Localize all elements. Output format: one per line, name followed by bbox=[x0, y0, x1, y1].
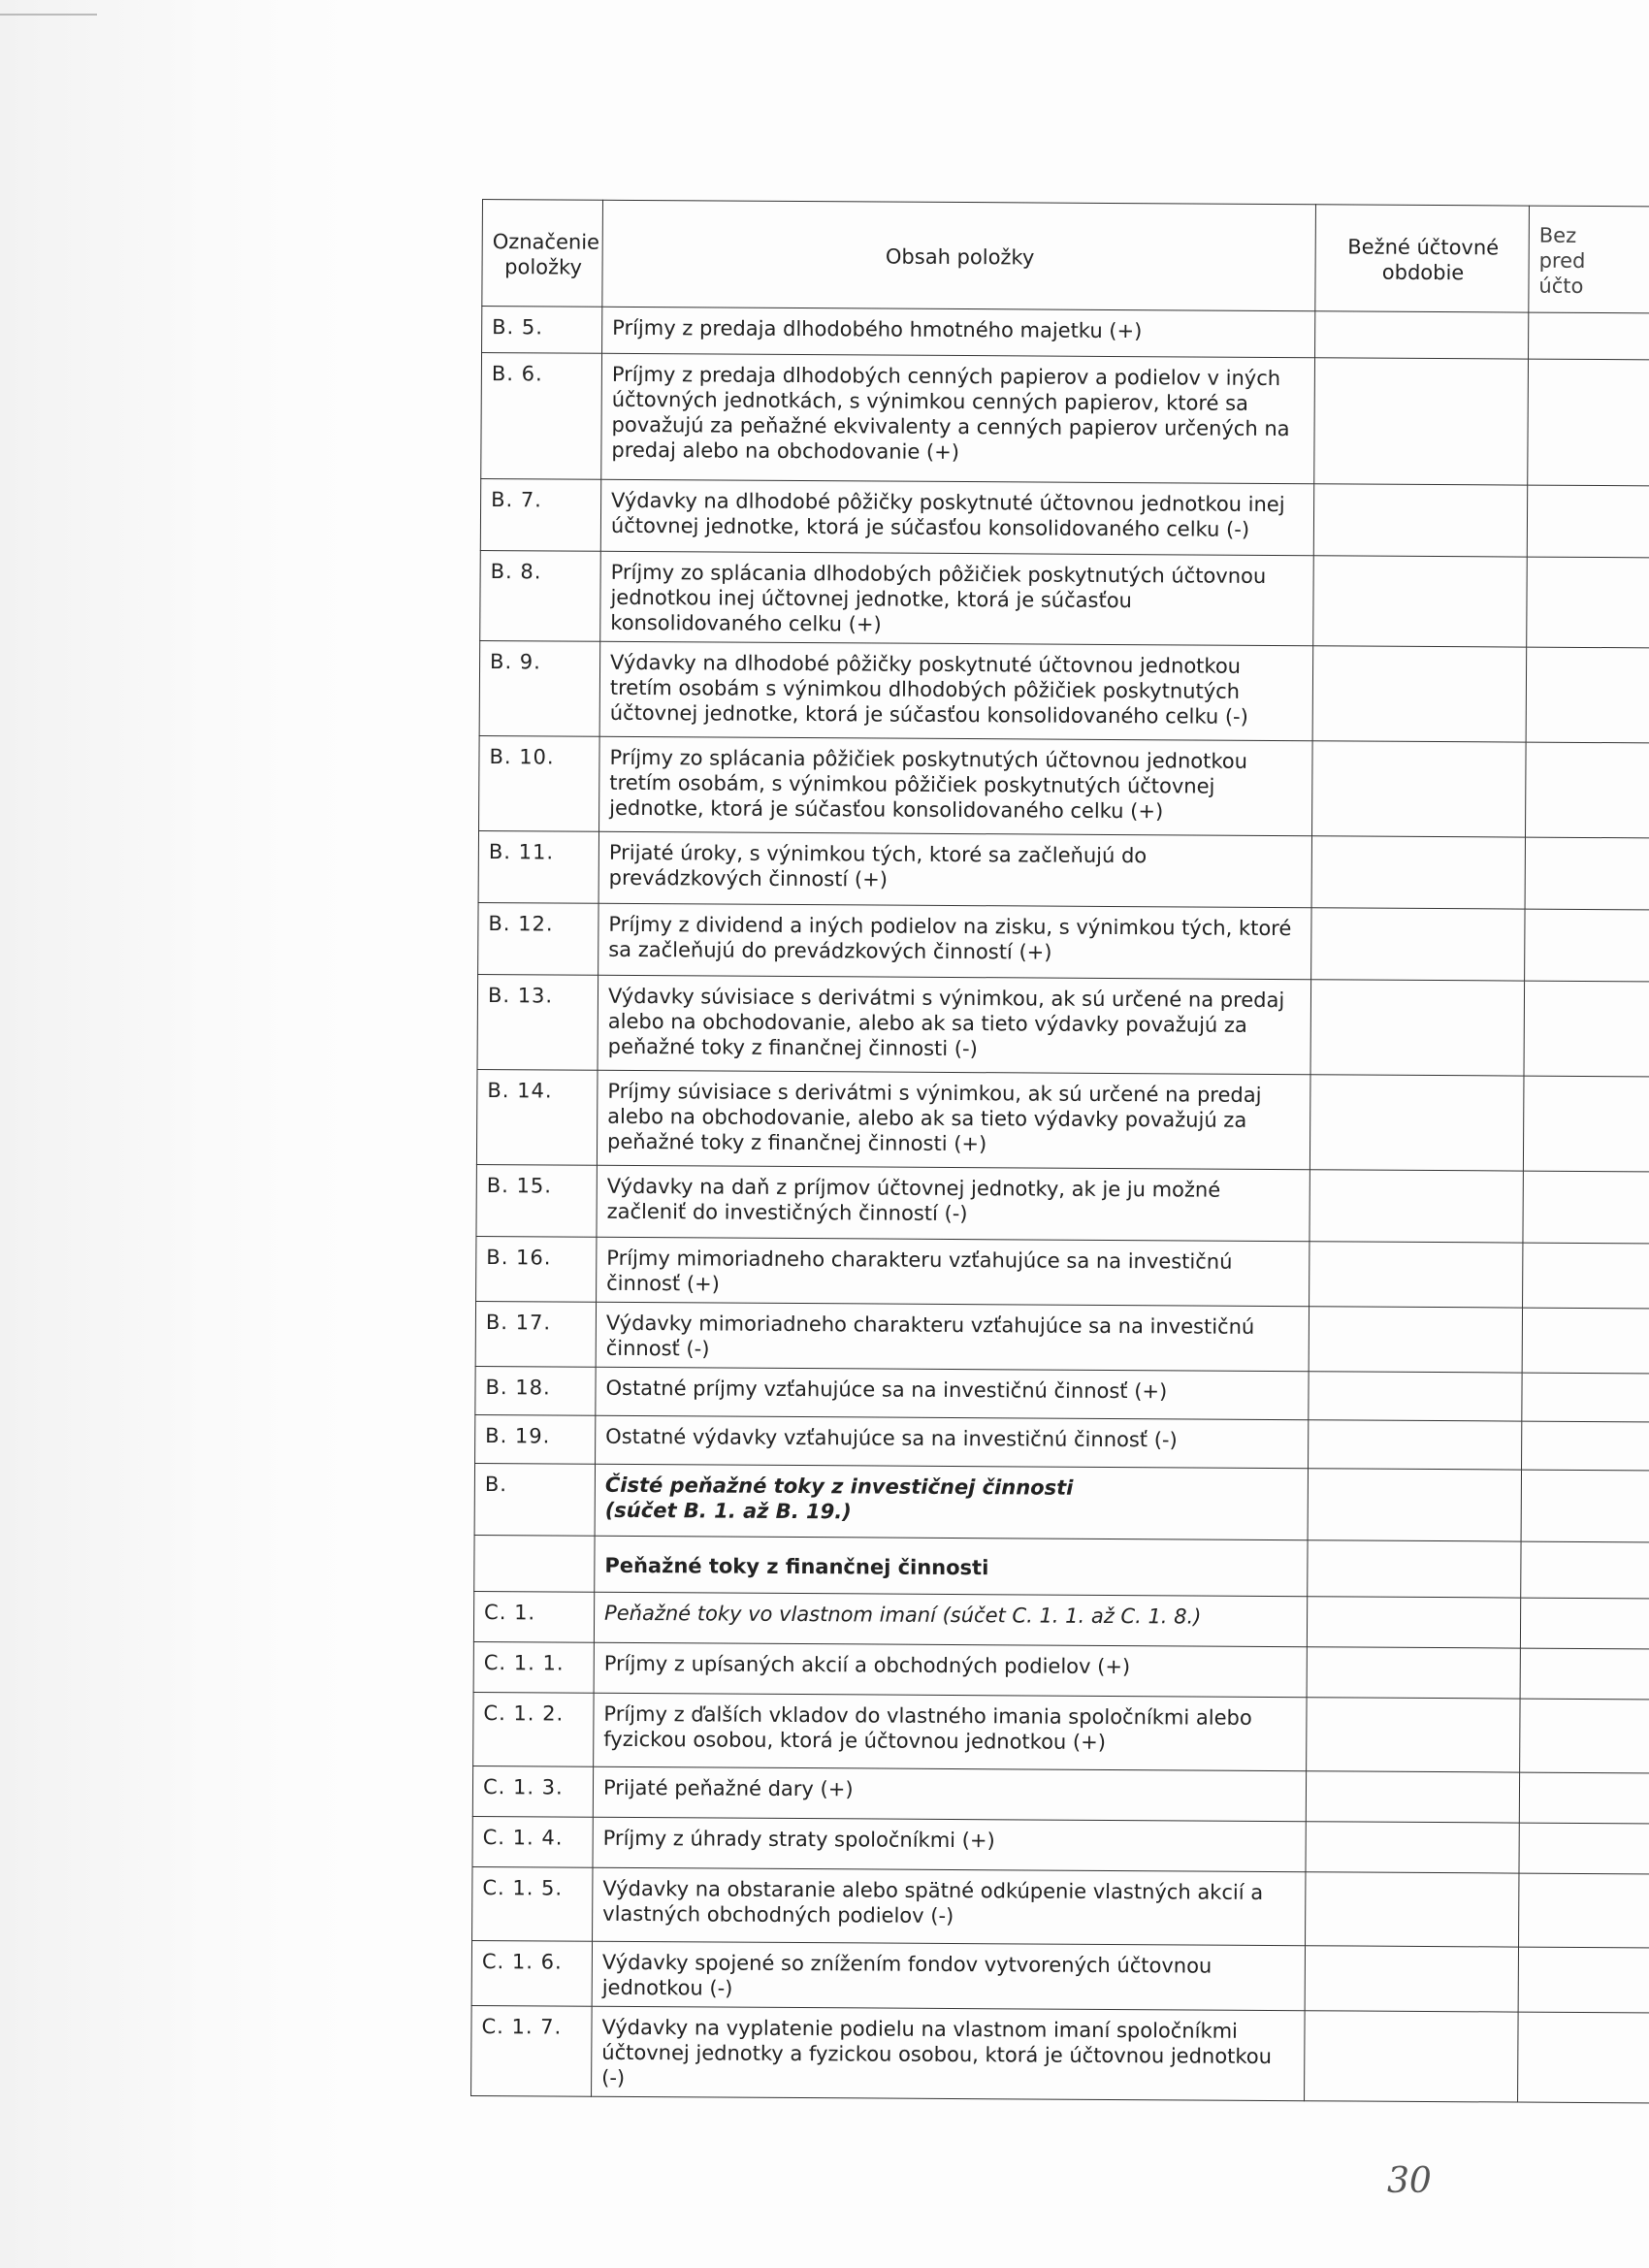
table-row bbox=[473, 1692, 1649, 1772]
current-period-value[interactable] bbox=[1305, 1946, 1518, 2012]
table-row bbox=[478, 902, 1649, 981]
row-code bbox=[474, 1535, 595, 1592]
row-content bbox=[596, 1367, 1309, 1419]
previous-period-value[interactable] bbox=[1528, 359, 1649, 486]
current-period-value[interactable] bbox=[1313, 484, 1527, 557]
row-text: Príjmy z upísaných akcií a obchodných podielov (+) bbox=[603, 1651, 1131, 1679]
row-content bbox=[593, 1817, 1306, 1871]
table-row bbox=[474, 1535, 1649, 1598]
row-content bbox=[597, 1237, 1310, 1306]
table-row bbox=[480, 550, 1649, 647]
row-content bbox=[598, 831, 1311, 907]
row-content bbox=[602, 307, 1315, 357]
table-row bbox=[472, 1866, 1649, 1947]
current-period-value[interactable] bbox=[1312, 646, 1527, 742]
current-period-value[interactable] bbox=[1313, 556, 1528, 647]
row-code: B. 8. bbox=[480, 550, 601, 641]
row-code: B. 16. bbox=[476, 1236, 597, 1302]
current-period-value[interactable] bbox=[1307, 1698, 1520, 1772]
row-content bbox=[600, 551, 1314, 645]
current-period-value[interactable] bbox=[1306, 1822, 1519, 1873]
current-period-value[interactable] bbox=[1314, 358, 1529, 485]
row-code: B. 11. bbox=[478, 830, 598, 903]
previous-period-value[interactable] bbox=[1527, 485, 1649, 558]
row-code: B. 17. bbox=[475, 1301, 596, 1367]
row-content bbox=[593, 1766, 1306, 1821]
row-code: B. 9. bbox=[479, 640, 600, 736]
table-row bbox=[472, 1766, 1649, 1823]
row-text: Ostatné príjmy vzťahujúce sa na investičnú činnosť (+) bbox=[605, 1376, 1168, 1404]
row-text: Výdavky spojené so znížením fondov vytvorených účtovnou jednotkou (-) bbox=[601, 1950, 1212, 2000]
row-content bbox=[595, 1536, 1308, 1596]
row-text: Príjmy súvisiace s derivátmi s výnimkou, ak sú určené na predaj alebo na obchodovanie, alebo ak sa tieto výdavky považujú za peňažné toky z finančnej činnosti (+) bbox=[606, 1079, 1262, 1156]
current-period-value[interactable] bbox=[1309, 1307, 1522, 1373]
row-text: Prijaté peňažné dary (+) bbox=[602, 1775, 854, 1801]
row-content bbox=[593, 1867, 1306, 1945]
table-row bbox=[476, 1236, 1649, 1308]
current-period-value[interactable] bbox=[1310, 980, 1525, 1076]
row-content bbox=[597, 1165, 1310, 1241]
row-text: Ostatné výdavky vzťahujúce sa na investičnú činnosť (-) bbox=[605, 1424, 1178, 1452]
row-code: B. 10. bbox=[479, 735, 600, 831]
previous-period-value[interactable] bbox=[1525, 909, 1649, 982]
row-text: Príjmy z úhrady straty spoločníkmi (+) bbox=[602, 1826, 995, 1853]
previous-period-value[interactable] bbox=[1519, 1873, 1649, 1948]
current-period-value[interactable] bbox=[1310, 1242, 1523, 1308]
row-text: Príjmy z predaja dlhodobého hmotného majetku (+) bbox=[612, 315, 1143, 343]
row-content bbox=[599, 736, 1313, 835]
previous-period-value[interactable] bbox=[1529, 312, 1649, 360]
previous-period-value[interactable] bbox=[1520, 1598, 1649, 1649]
header-previous-period bbox=[1529, 206, 1649, 313]
row-content bbox=[596, 1415, 1309, 1468]
previous-period-value[interactable] bbox=[1520, 1699, 1649, 1773]
row-content bbox=[594, 1693, 1307, 1770]
row-text: Príjmy mimoriadneho charakteru vzťahujúce sa na investičnú činnosť (+) bbox=[606, 1246, 1233, 1296]
row-text: Výdavky na dlhodobé pôžičky poskytnuté účtovnou jednotkou tretím osobám s výnimkou dlhodobých pôžičiek poskytnutých účtovnej jednotke, ktorá je súčasťou konsolidovaného celku (-) bbox=[609, 650, 1248, 729]
current-period-value[interactable] bbox=[1306, 1872, 1519, 1947]
row-code: B. 19. bbox=[475, 1414, 596, 1464]
row-content bbox=[592, 1941, 1305, 2010]
table-header-row bbox=[482, 200, 1649, 313]
row-text: Výdavky na dlhodobé pôžičky poskytnuté účtovnou jednotkou inej účtovnej jednotke, ktorá je súčasťou konsolidovaného celku (-) bbox=[610, 488, 1285, 541]
cash-flow-table bbox=[470, 199, 1649, 2103]
previous-period-value[interactable] bbox=[1519, 1772, 1649, 1824]
row-content bbox=[598, 903, 1311, 979]
header-current-period: Bežné účtovné obdobie bbox=[1315, 205, 1530, 312]
current-period-value[interactable] bbox=[1308, 1540, 1521, 1598]
row-code: B. 18. bbox=[475, 1366, 596, 1415]
current-period-value[interactable] bbox=[1307, 1597, 1520, 1648]
current-period-value[interactable] bbox=[1310, 1170, 1523, 1243]
row-text: Príjmy z ďalších vkladov do vlastného imania spoločníkmi alebo fyzickou osobou, ktorá je účtovnou jednotkou (+) bbox=[603, 1701, 1252, 1754]
table-row bbox=[473, 1641, 1649, 1699]
row-text: Príjmy z predaja dlhodobých cenných papierov a podielov v iných účtovných jednotkách, s výnimkou cenných papierov, ktoré sa považujú za peňažné ekvivalenty a cenných papierov určených na predaj alebo na obchodovanie (+) bbox=[611, 362, 1290, 465]
row-text: Príjmy z dividend a iných podielov na zisku, s výnimkou tých, ktoré sa začleňujú do prevádzkových činností (+) bbox=[608, 912, 1292, 964]
previous-period-value[interactable] bbox=[1522, 1373, 1649, 1422]
row-code: B. 6. bbox=[481, 353, 602, 480]
row-code: B. bbox=[474, 1463, 595, 1536]
table-row bbox=[474, 1463, 1649, 1541]
previous-period-value[interactable] bbox=[1527, 557, 1649, 648]
section-heading: Peňažné toky z finančnej činnosti bbox=[604, 1553, 989, 1579]
row-text: Výdavky na vyplatenie podielu na vlastnom imaní spoločníkmi účtovnej jednotky a fyzickou osobou, ktorá je účtovnou jednotkou (-) bbox=[601, 2015, 1273, 2090]
row-content bbox=[599, 641, 1313, 740]
previous-period-value[interactable] bbox=[1518, 1947, 1649, 2013]
current-period-value[interactable] bbox=[1308, 1469, 1521, 1541]
row-code: C. 1. 6. bbox=[471, 1940, 592, 2006]
table-row bbox=[482, 307, 1649, 360]
previous-period-value[interactable] bbox=[1523, 1171, 1649, 1244]
current-period-value[interactable] bbox=[1307, 1647, 1520, 1699]
table-row bbox=[475, 1301, 1649, 1373]
page-number: 30 bbox=[1387, 2161, 1432, 2201]
previous-period-value[interactable] bbox=[1522, 1308, 1649, 1374]
table-row bbox=[475, 1366, 1649, 1421]
current-period-value[interactable] bbox=[1311, 836, 1525, 909]
scan-shadow bbox=[0, 0, 349, 2268]
row-content bbox=[594, 1642, 1307, 1697]
previous-period-value[interactable] bbox=[1521, 1470, 1649, 1542]
previous-period-value[interactable] bbox=[1521, 1541, 1649, 1599]
row-code: B. 7. bbox=[480, 478, 600, 551]
table-row bbox=[471, 2005, 1649, 2102]
current-period-value[interactable] bbox=[1306, 1771, 1519, 1823]
row-code: C. 1. 3. bbox=[472, 1766, 593, 1817]
previous-period-value[interactable] bbox=[1520, 1648, 1649, 1700]
table-row bbox=[475, 1414, 1649, 1470]
row-code: B. 15. bbox=[476, 1164, 597, 1237]
table-row bbox=[477, 974, 1649, 1076]
row-code: B. 12. bbox=[478, 902, 598, 975]
row-content bbox=[592, 2006, 1306, 2100]
current-period-value[interactable] bbox=[1315, 311, 1529, 359]
row-content bbox=[597, 1070, 1310, 1169]
table-row bbox=[481, 353, 1649, 486]
table-row bbox=[471, 1940, 1649, 2012]
row-text: Výdavky na obstaranie alebo spätné odkúpenie vlastných akcií a vlastných obchodných podielov (-) bbox=[602, 1876, 1264, 1928]
table-row bbox=[473, 1591, 1649, 1648]
row-text: Prijaté úroky, s výnimkou tých, ktoré sa začleňujú do prevádzkových činností (+) bbox=[608, 840, 1148, 891]
previous-period-value[interactable] bbox=[1518, 2012, 1649, 2103]
document-sheet bbox=[470, 199, 1649, 2103]
previous-period-value[interactable] bbox=[1526, 647, 1649, 743]
row-code: C. 1. 2. bbox=[473, 1692, 594, 1766]
previous-period-value[interactable] bbox=[1525, 837, 1649, 910]
row-code: B. 13. bbox=[477, 974, 598, 1070]
row-code: C. 1. 1. bbox=[473, 1641, 594, 1693]
table-row bbox=[478, 830, 1649, 909]
header-item-content: Obsah položky bbox=[602, 200, 1316, 310]
total-label: Čisté peňažné toky z investičnej činnosti bbox=[604, 1473, 1074, 1500]
table-row bbox=[476, 1164, 1649, 1243]
row-text: Príjmy zo splácania pôžičiek poskytnutých účtovnou jednotkou tretím osobám, s výnimkou pôžičiek poskytnutých účtovnej jednotke, ktorá je súčasťou konsolidovaného celku (+) bbox=[609, 745, 1248, 824]
table-row bbox=[472, 1816, 1649, 1873]
row-code: B. 14. bbox=[476, 1069, 598, 1165]
previous-period-value[interactable] bbox=[1519, 1823, 1649, 1874]
header-item-code: Označenie položky bbox=[482, 200, 603, 308]
row-content bbox=[598, 975, 1311, 1074]
row-code: C. 1. 7. bbox=[471, 2005, 593, 2096]
previous-period-value[interactable] bbox=[1524, 981, 1649, 1077]
current-period-value[interactable] bbox=[1305, 2011, 1519, 2102]
row-content bbox=[600, 479, 1313, 555]
header-previous-fragment: pred bbox=[1538, 248, 1586, 273]
table-row bbox=[480, 478, 1649, 557]
row-code: C. 1. 5. bbox=[472, 1866, 593, 1941]
current-period-value[interactable] bbox=[1309, 1420, 1522, 1470]
row-code: C. 1. bbox=[473, 1591, 594, 1642]
table-row bbox=[479, 735, 1649, 837]
current-period-value[interactable] bbox=[1311, 908, 1525, 981]
row-text: Výdavky súvisiace s derivátmi s výnimkou, ak sú určené na predaj alebo na obchodovanie, alebo ak sa tieto výdavky považujú za peňažné toky z finančnej činnosti (-) bbox=[607, 984, 1285, 1061]
row-text: Peňažné toky vo vlastnom imaní (súčet C. 1. 1. až C. 1. 8.) bbox=[604, 1601, 1202, 1629]
row-content bbox=[595, 1464, 1308, 1539]
previous-period-value[interactable] bbox=[1526, 742, 1649, 838]
row-text: Výdavky mimoriadneho charakteru vzťahujúce sa na investičnú činnosť (-) bbox=[605, 1311, 1255, 1361]
current-period-value[interactable] bbox=[1309, 1372, 1522, 1421]
previous-period-value[interactable] bbox=[1523, 1076, 1649, 1172]
row-text: Výdavky na daň z príjmov účtovnej jednotky, ak je ju možné začleniť do investičných činností (-) bbox=[606, 1174, 1221, 1226]
header-previous-fragment: účto bbox=[1538, 274, 1584, 298]
row-text: Príjmy zo splácania dlhodobých pôžičiek poskytnutých účtovnou jednotkou inej účtovnej jednotke, ktorá je súčasťou konsolidovaného celku (+) bbox=[610, 560, 1267, 636]
current-period-value[interactable] bbox=[1312, 741, 1527, 837]
row-content bbox=[601, 353, 1315, 483]
row-code: C. 1. 4. bbox=[472, 1816, 593, 1867]
table-row bbox=[479, 640, 1649, 742]
scan-corner bbox=[0, 0, 97, 16]
row-content bbox=[596, 1302, 1309, 1371]
total-formula: (súčet B. 1. až B. 19.) bbox=[604, 1498, 852, 1524]
previous-period-value[interactable] bbox=[1523, 1243, 1649, 1309]
previous-period-value[interactable] bbox=[1522, 1421, 1649, 1471]
row-content bbox=[594, 1592, 1307, 1646]
row-code: B. 5. bbox=[482, 307, 602, 354]
current-period-value[interactable] bbox=[1310, 1075, 1524, 1171]
header-previous-fragment: Bez bbox=[1538, 223, 1577, 247]
table-row bbox=[476, 1069, 1649, 1171]
